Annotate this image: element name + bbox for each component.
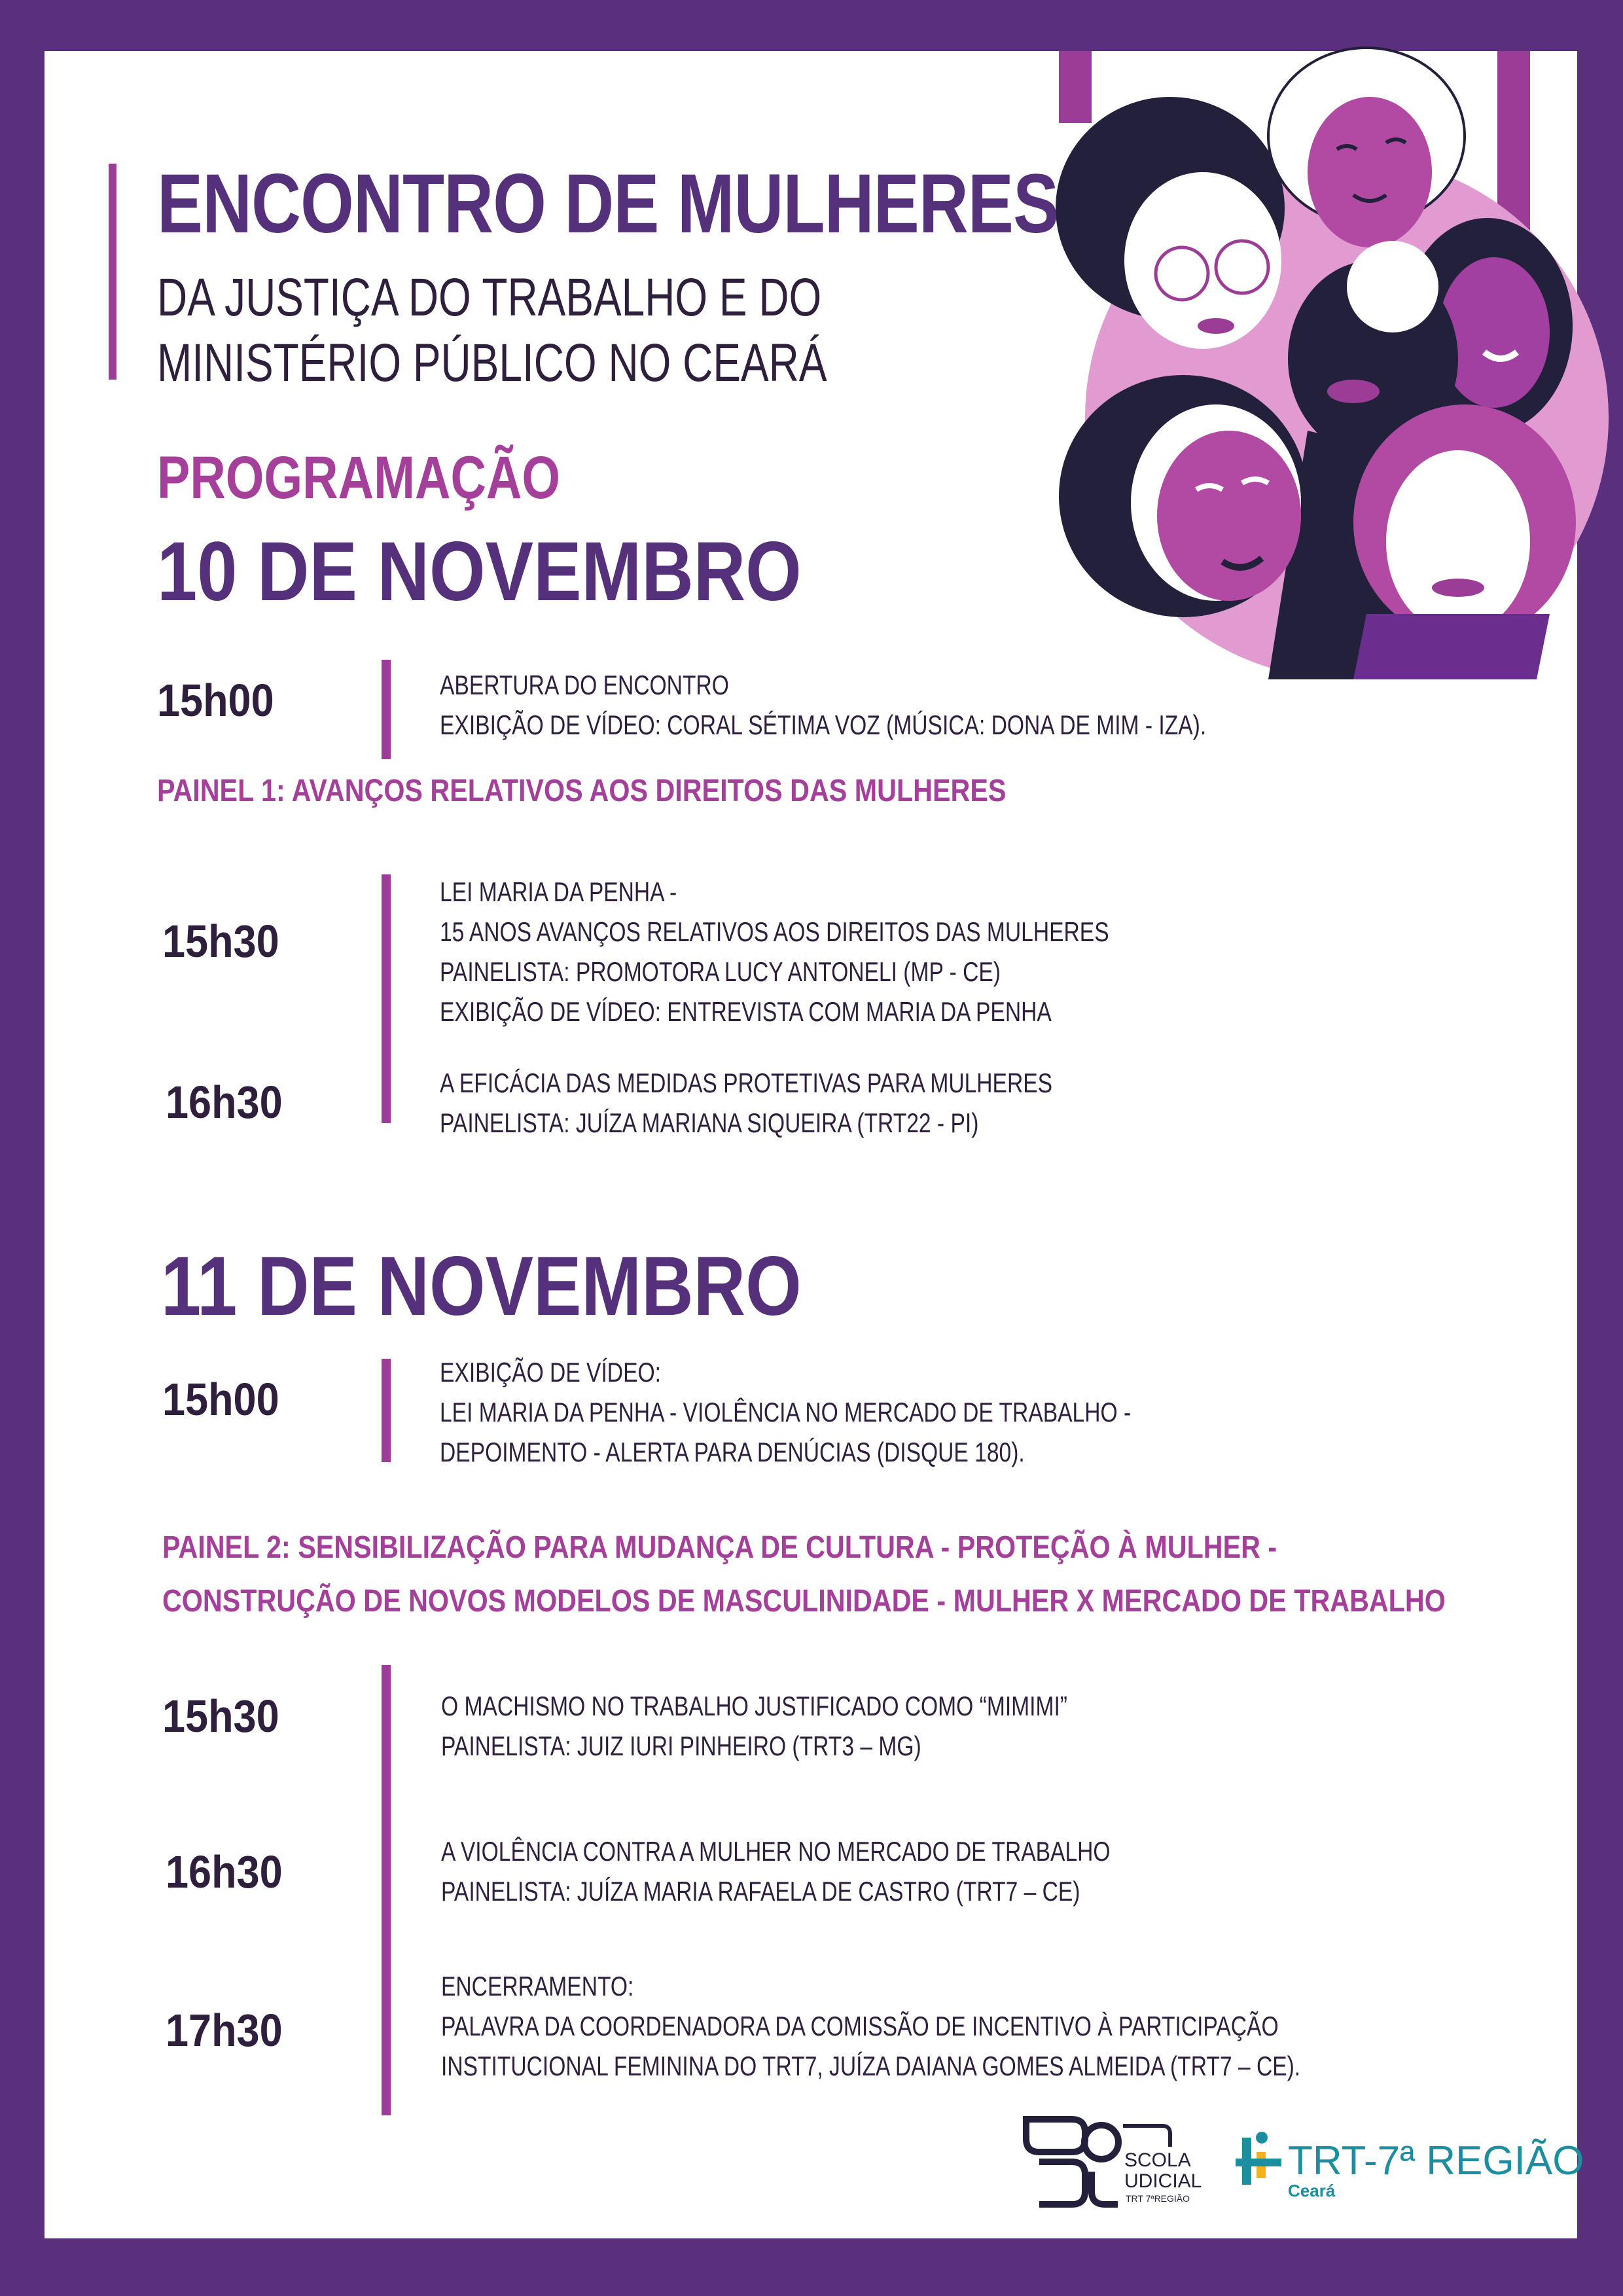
page-title: ENCONTRO DE MULHERES	[157, 157, 1059, 251]
timeline-bar	[382, 1359, 391, 1462]
day1-item1-time: 15h30	[162, 916, 279, 967]
day1-item2-time: 16h30	[166, 1077, 283, 1128]
subtitle-line-1: DA JUSTIÇA DO TRABALHO E DO	[157, 268, 822, 327]
escola-line-3: TRT 7ªREGIÃO	[1126, 2193, 1190, 2204]
day1-date: 10 DE NOVEMBRO	[157, 525, 802, 619]
escola-line-1: SCOLA	[1124, 2149, 1191, 2171]
day2-opening-time: 15h00	[162, 1374, 279, 1425]
desc-line: 15 ANOS AVANÇOS RELATIVOS AOS DIREITOS DAS MULHERES	[440, 916, 1109, 947]
desc-line: PALAVRA DA COORDENADORA DA COMISSÃO DE INCENTIVO À PARTICIPAÇÃO	[441, 2011, 1279, 2041]
subtitle-line-2: MINISTÉRIO PÚBLICO NO CEARÁ	[157, 333, 827, 393]
day2-item3-time: 17h30	[166, 2005, 283, 2056]
desc-line: LEI MARIA DA PENHA - VIOLÊNCIA NO MERCADO DE TRABALHO -	[440, 1397, 1132, 1427]
panel2-title-line: PAINEL 2: SENSIBILIZAÇÃO PARA MUDANÇA DE CULTURA - PROTEÇÃO À MULHER -	[162, 1530, 1277, 1565]
day1-item1-description	[440, 872, 1109, 1031]
timeline-bar	[382, 874, 391, 1123]
day2-date: 11 DE NOVEMBRO	[161, 1240, 802, 1333]
trt-name: TRT-7ª REGIÃO	[1288, 2138, 1584, 2183]
desc-line: A EFICÁCIA DAS MEDIDAS PROTETIVAS PARA MULHERES	[440, 1067, 1053, 1098]
panel2-title	[162, 1521, 1446, 1628]
desc-line: PAINELISTA: JUÍZA MARIANA SIQUEIRA (TRT22 - PI)	[440, 1107, 979, 1138]
desc-line: ABERTURA DO ENCONTRO	[440, 670, 729, 700]
desc-line: EXIBIÇÃO DE VÍDEO: CORAL SÉTIMA VOZ (MÚSICA: DONA DE MIM - IZA).	[440, 709, 1207, 740]
day1-opening-description	[440, 665, 1206, 745]
desc-line: DEPOIMENTO - ALERTA PARA DENÚCIAS (DISQUE 180).	[440, 1437, 1025, 1467]
trt-state: Ceará	[1288, 2181, 1336, 2200]
day2-item2-description	[441, 1831, 1111, 1911]
poster	[45, 51, 1584, 2238]
day2-item3-description	[441, 1966, 1300, 2086]
day2-opening-description	[440, 1352, 1131, 1472]
day2-item1-time: 15h30	[162, 1691, 279, 1742]
desc-line: INSTITUCIONAL FEMININA DO TRT7, JUÍZA DAIANA GOMES ALMEIDA (TRT7 – CE).	[441, 2051, 1301, 2081]
timeline-bar	[382, 660, 391, 759]
desc-line: ENCERRAMENTO:	[441, 1971, 634, 2001]
desc-line: A VIOLÊNCIA CONTRA A MULHER NO MERCADO DE TRABALHO	[441, 1836, 1111, 1867]
panel1-title	[157, 764, 1006, 818]
timeline-bar	[382, 1665, 391, 2115]
desc-line: EXIBIÇÃO DE VÍDEO: ENTREVISTA COM MARIA DA PENHA	[440, 996, 1052, 1027]
desc-line: PAINELISTA: JUÍZA MARIA RAFAELA DE CASTRO (TRT7 – CE)	[441, 1876, 1080, 1907]
desc-line: PAINELISTA: JUIZ IURI PINHEIRO (TRT3 – MG)	[441, 1731, 921, 1761]
day1-opening-time: 15h00	[157, 675, 274, 726]
desc-line: LEI MARIA DA PENHA -	[440, 876, 677, 907]
escola-line-2: UDICIAL	[1124, 2170, 1202, 2192]
logos	[1020, 2106, 1584, 2211]
women-illustration	[961, 51, 1577, 679]
panel1-title-text: PAINEL 1: AVANÇOS RELATIVOS AOS DIREITOS DAS MULHERES	[157, 774, 1007, 808]
day2-item1-description	[441, 1686, 1067, 1766]
desc-line: EXIBIÇÃO DE VÍDEO:	[440, 1357, 661, 1388]
title-accent-bar	[109, 164, 116, 380]
trt7-logo-icon	[1236, 2132, 1281, 2185]
programacao-heading: PROGRAMAÇÃO	[157, 444, 561, 511]
panel2-title-line: CONSTRUÇÃO DE NOVOS MODELOS DE MASCULINIDADE - MULHER X MERCADO DE TRABALHO	[162, 1584, 1446, 1619]
desc-line: O MACHISMO NO TRABALHO JUSTIFICADO COMO “MIMIMI”	[441, 1691, 1067, 1721]
day2-item2-time: 16h30	[166, 1846, 283, 1897]
day1-item2-description	[440, 1063, 1052, 1143]
desc-line: PAINELISTA: PROMOTORA LUCY ANTONELI (MP - CE)	[440, 956, 1001, 987]
